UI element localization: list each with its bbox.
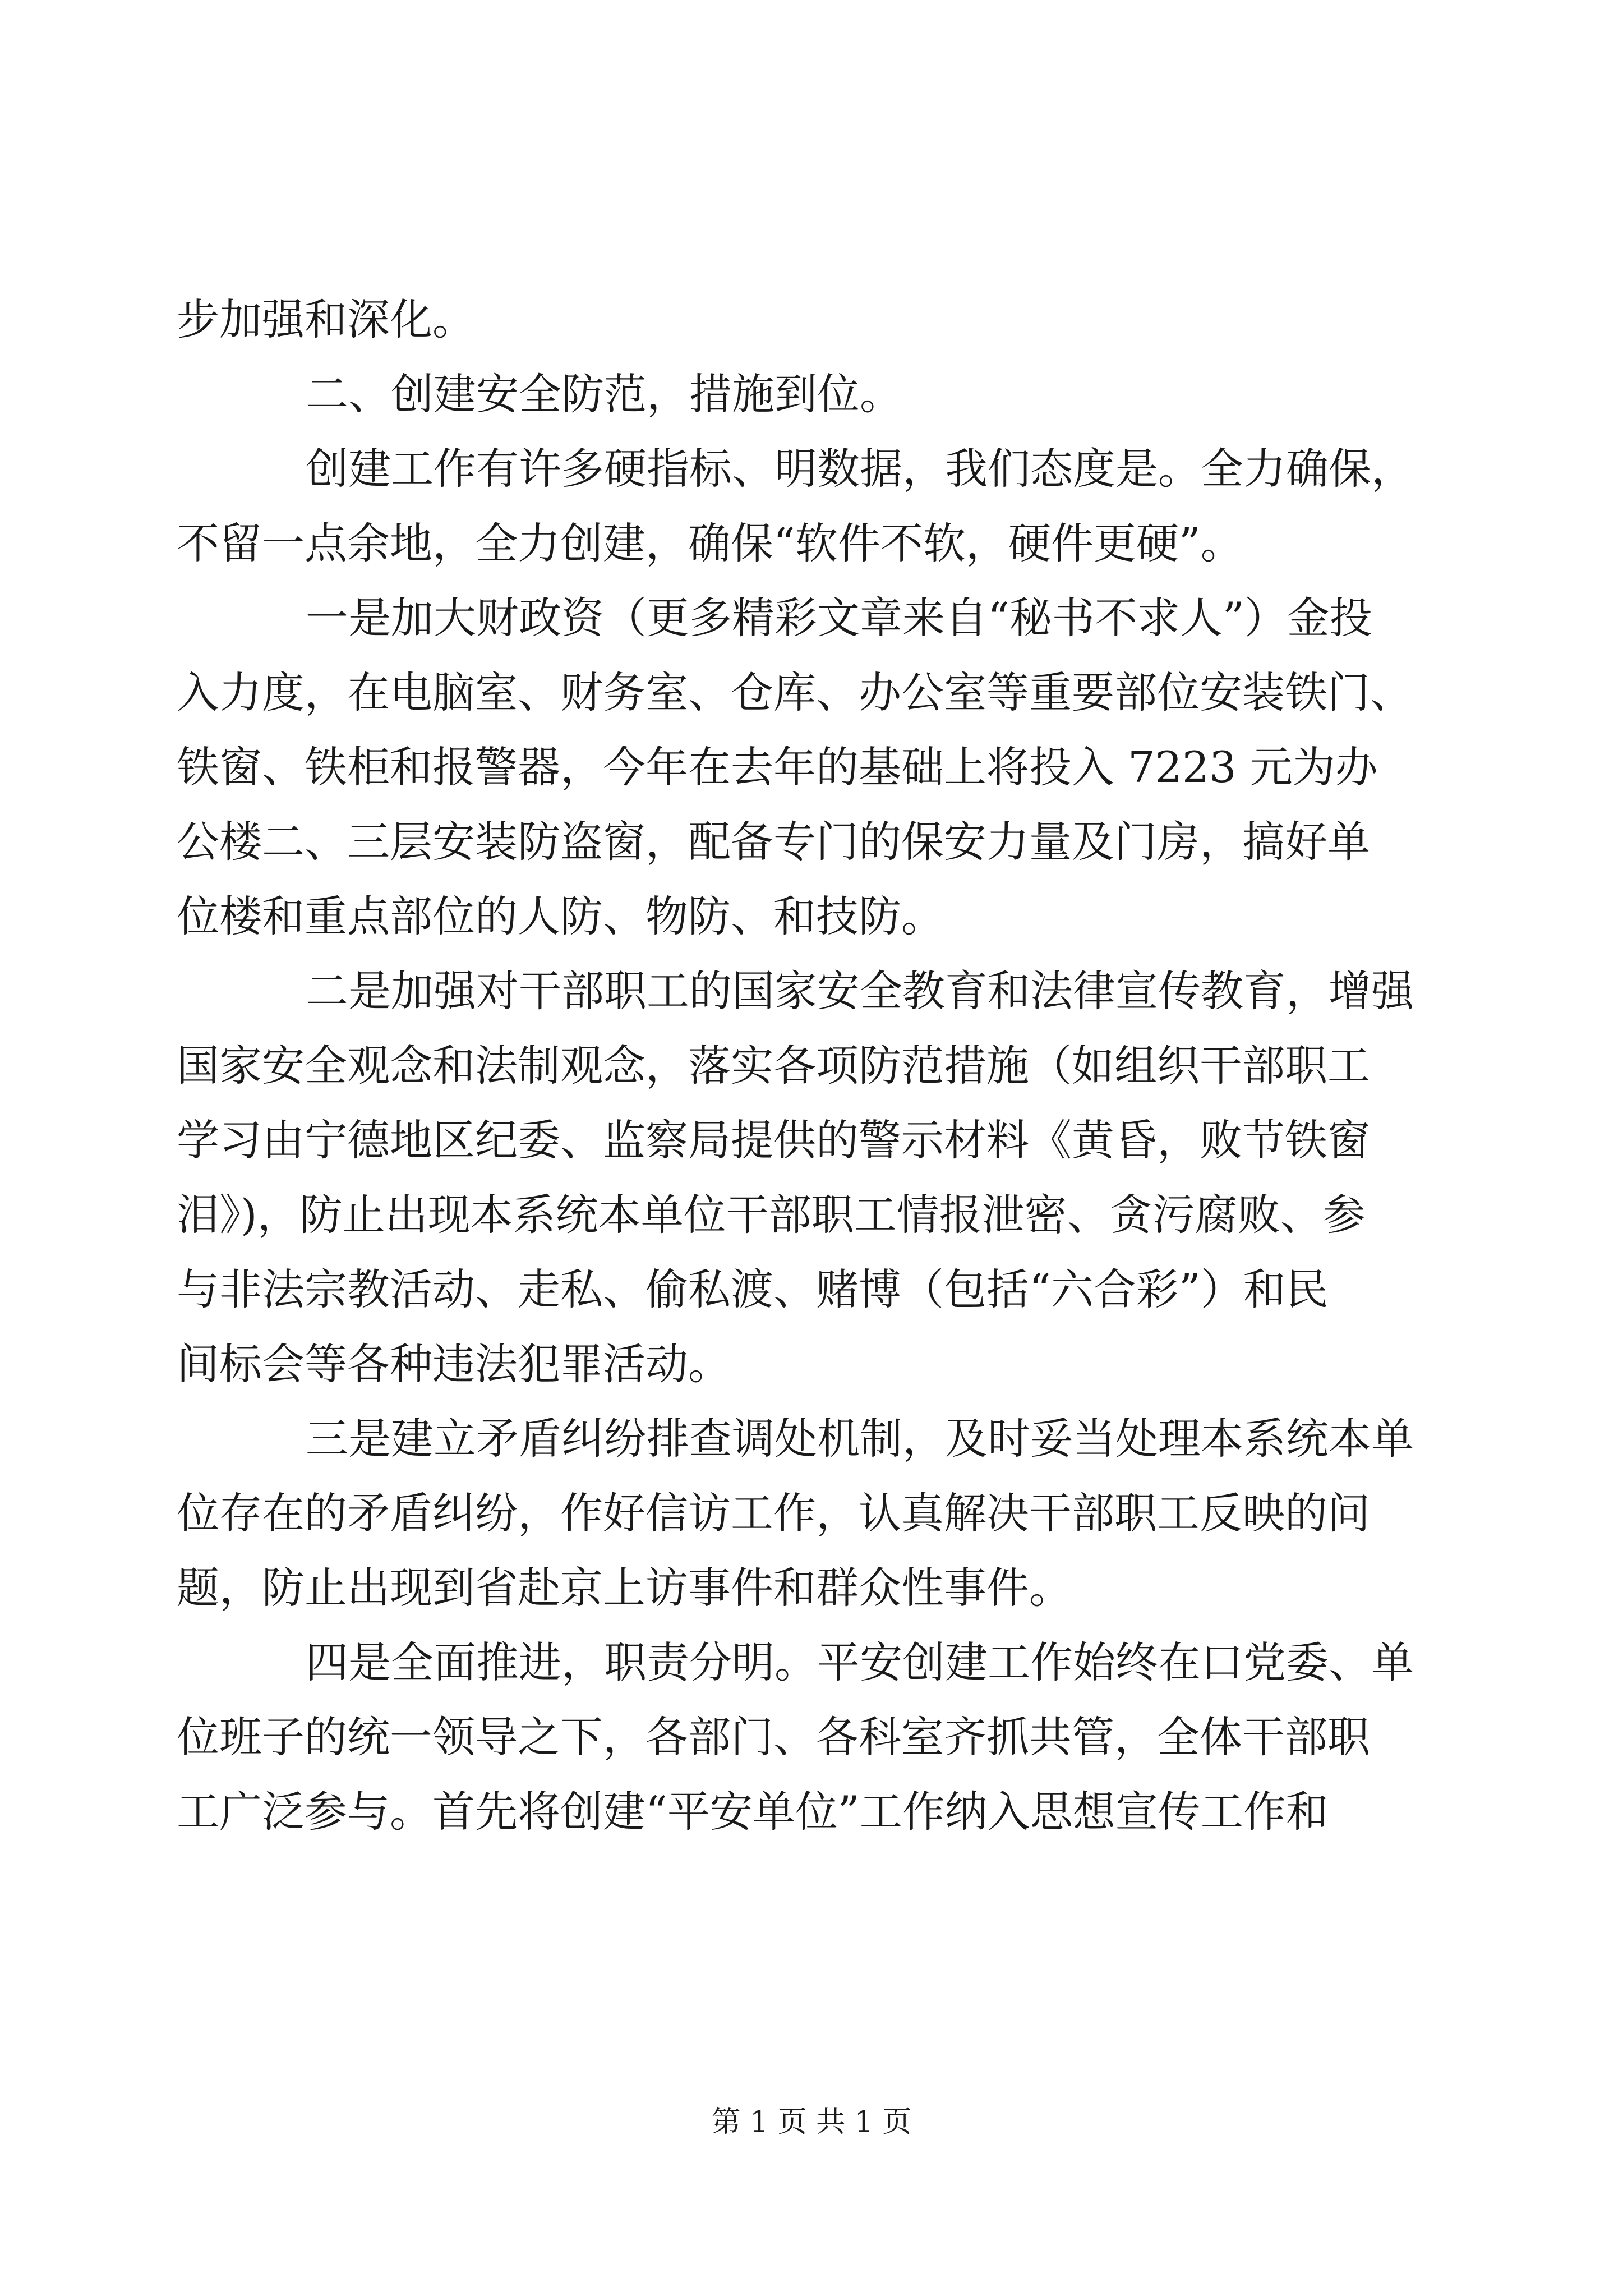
body-line-3: 创建工作有许多硬指标、明数据，我们态度是。全力确保，	[306, 444, 1414, 494]
body-line-11: 国家安全观念和法制观念，落实各项防范措施（如组织干部职工	[177, 1041, 1370, 1091]
body-line-17: 位存在的矛盾纠纷，作好信访工作，认真解决干部职工反映的问	[177, 1488, 1370, 1538]
body-line-13: 泪》)，防止出现本系统本单位干部职工情报泄密、贪污腐败、参	[177, 1190, 1366, 1240]
body-line-1: 步加强和深化。	[177, 295, 475, 344]
body-line-14: 与非法宗教活动、走私、偷私渡、赌博（包括“六合彩”）和民	[177, 1264, 1329, 1314]
body-line-9: 位楼和重点部位的人防、物防、和技防。	[177, 891, 944, 941]
body-line-10: 二是加强对干部职工的国家安全教育和法律宣传教育，增强	[306, 966, 1414, 1016]
body-line-18: 题，防止出现到省赴京上访事件和群众性事件。	[177, 1563, 1072, 1613]
body-line-15: 间标会等各种违法犯罪活动。	[177, 1339, 731, 1389]
body-line-21: 工广泛参与。首先将创建“平安单位”工作纳入思想宣传工作和	[177, 1787, 1329, 1837]
body-line-5: 一是加大财政资（更多精彩文章来自“秘书不求人”）金投	[306, 593, 1372, 643]
body-line-20: 位班子的统一领导之下，各部门、各科室齐抓共管，全体干部职	[177, 1712, 1370, 1762]
section-heading: 二、创建安全防范，措施到位。	[306, 369, 902, 419]
body-line-12: 学习由宁德地区纪委、监察局提供的警示材料《黄昏，败节铁窗	[177, 1115, 1370, 1165]
body-line-8: 公楼二、三层安装防盗窗，配备专门的保安力量及门房，搞好单	[177, 817, 1370, 867]
page-footer: 第 1 页 共 1 页	[711, 2105, 912, 2139]
body-line-4: 不留一点余地，全力创建，确保“软件不软，硬件更硬”。	[177, 518, 1243, 568]
body-line-7: 铁窗、铁柜和报警器，今年在去年的基础上将投入 7223 元为办	[177, 742, 1378, 792]
body-line-6: 入力度，在电脑室、财务室、仓库、办公室等重要部位安装铁门、	[177, 668, 1413, 717]
body-line-19: 四是全面推进，职责分明。平安创建工作始终在口党委、单	[306, 1637, 1414, 1687]
body-line-16: 三是建立矛盾纠纷排查调处机制，及时妥当处理本系统本单	[306, 1414, 1414, 1464]
